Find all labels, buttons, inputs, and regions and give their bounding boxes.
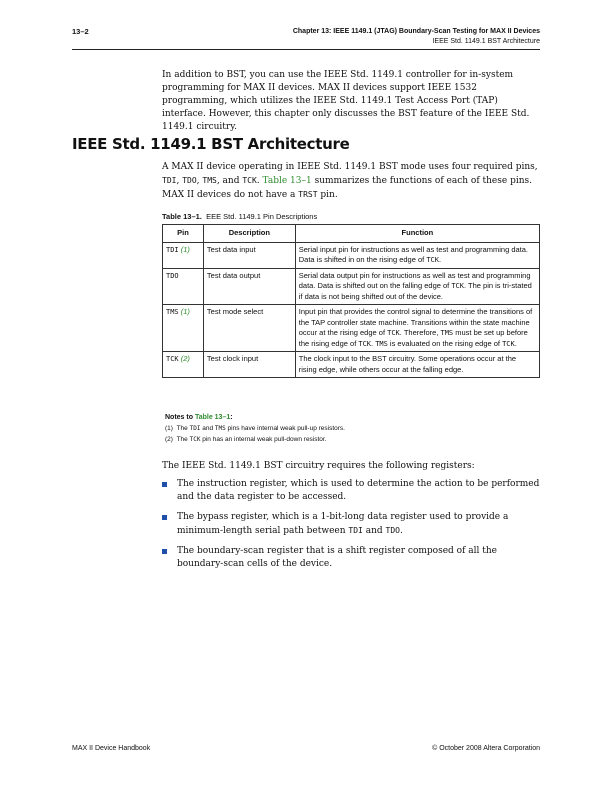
square-bullet-icon [162,482,167,487]
pin-cell [163,352,204,378]
function-text: Serial data output pin for instructions as well as test and programming data. Data is shifted out on the falling edge of [298,270,531,290]
column-header-description: Description [203,225,295,243]
function-text: . Therefore, [399,328,441,337]
table-row [163,242,540,268]
note-reference[interactable]: (1) [180,307,190,316]
function-text: . [514,338,517,348]
list-item-text: and [362,526,386,536]
pin-code: TCK [451,282,464,290]
note-text: The [176,436,190,443]
para-text: , [196,176,203,186]
note-item [165,434,345,445]
table-caption-label: Table 13–1. [162,212,202,221]
function-text: must be set up before the rising edge of [298,328,528,348]
para-text: summarizes the functions of each of these pins. MAX II devices do not have a [162,176,532,200]
list-item [162,545,540,571]
architecture-paragraph [162,161,540,202]
table-row [163,268,540,305]
function-text: . The pin is tri-stated if data is not being shifted out of the device. [298,281,532,301]
footer-copyright: © October 2008 Altera Corporation [432,745,540,752]
note-item [165,423,345,434]
pin-code: TDO [166,271,179,280]
pin-code: TMS [202,176,217,185]
pin-cell [163,305,204,352]
pin-code: TDI [348,526,363,535]
note-reference[interactable]: (2) [180,354,190,363]
para-text: , [176,176,183,186]
note-text: pin has an internal weak pull-down resistor. [200,436,327,443]
description-cell: Test data output [203,268,295,305]
pin-code: TRST [298,190,318,199]
para-text: pin. [317,190,338,200]
chapter-title: Chapter 13: IEEE 1149.1 (JTAG) Boundary-Scan Testing for MAX II Devices [292,28,540,35]
table-caption [162,212,317,221]
function-text: . [438,255,442,264]
note-reference[interactable]: (1) [180,244,190,254]
list-item [162,511,540,538]
note-text: and [200,425,215,432]
registers-list [162,478,540,578]
pin-cell [163,268,204,305]
column-header-pin: Pin [163,225,204,243]
column-header-function: Function [295,225,539,243]
table-row [163,305,540,352]
pin-descriptions-table [162,224,540,378]
notes-heading-text: Notes to [165,414,195,421]
pin-code: TMS [166,308,179,316]
description-cell: Test mode select [203,305,295,352]
pin-code: TMS [440,329,454,337]
description-cell: Test data input [203,242,295,268]
para-text: . [256,176,263,186]
table-caption-text: EEE Std. 1149.1 Pin Descriptions [206,212,318,221]
pin-code: TCK [426,256,439,264]
square-bullet-icon [162,549,167,554]
pin-code: TDI [166,245,179,254]
header-divider [72,49,540,50]
pin-code: TCK [242,176,257,185]
note-text: The [176,425,190,432]
table-header-row [163,225,540,243]
list-item [162,478,540,504]
pin-code: TMS [214,425,226,432]
para-text: , and [216,176,243,186]
function-text: Serial input pin for instructions as well as test and programming data. Data is shifted in on the rising edge of [298,244,529,264]
note-text: pins have internal weak pull-up resistors. [225,425,345,432]
function-text: Input pin that provides the control signal to determine the transitions of the TAP controller state machine. Transitions within the state machine occur at the rising edge of [298,307,533,337]
table-link[interactable]: Table 13–1 [262,176,312,186]
pin-code: TCK [166,355,179,363]
function-cell [295,305,539,352]
intro-paragraph: In addition to BST, you can use the IEEE Std. 1149.1 controller for in-system programming for MAX II devices. MAX II devices support IEEE 1532 programming, which utilizes the IEEE Std. 1149.1 Test Access Port (TAP) interface. However, this chapter only discusses the BST feature of the IEEE Std. 1149.1 circuitry. [162,70,530,132]
note-number: (1) [165,425,173,432]
pin-code: TDI [189,425,201,432]
table-link[interactable]: Table 13–1 [194,414,231,421]
function-cell [295,242,539,268]
pin-code: TDO [182,176,197,185]
table-notes [165,412,345,445]
pin-code: TMS [375,339,388,348]
pin-code: TCK [387,329,400,337]
notes-heading [165,412,345,423]
function-text: is evaluated on the rising edge of [387,338,503,348]
notes-heading-text: : [230,414,233,421]
description-cell: Test clock input [203,352,295,378]
list-item-text: The instruction register, which is used to determine the action to be performed and the data register to be accessed. [177,479,540,502]
registers-intro: The IEEE Std. 1149.1 BST circuitry requires the following registers: [162,461,475,471]
pin-cell [163,242,204,268]
square-bullet-icon [162,515,167,520]
pin-code: TCK [358,339,372,348]
pin-code: TDO [385,526,400,535]
para-text: A MAX II device operating in IEEE Std. 1149.1 BST mode uses four required pins, [162,162,538,172]
function-cell [295,268,539,305]
function-text: . [371,338,376,348]
pin-code: TCK [502,339,515,348]
list-item-text: . [399,526,403,536]
page-number: 13–2 [72,27,89,36]
footer-handbook-title: MAX II Device Handbook [72,745,151,752]
table-row [163,352,540,378]
section-heading: IEEE Std. 1149.1 BST Architecture [72,135,350,153]
list-item-text: The bypass register, which is a 1-bit-long data register used to provide a minimum-length serial path between [177,512,509,536]
list-item-text: The boundary-scan register that is a shift register composed of all the boundary-scan cells of the device. [177,546,497,569]
function-cell: The clock input to the BST circuitry. Some operations occur at the rising edge, while others occur at the falling edge. [295,352,539,378]
section-running-title: IEEE Std. 1149.1 BST Architecture [432,38,540,45]
pin-code: TDI [162,176,177,185]
note-number: (2) [165,436,173,443]
running-header [293,27,540,47]
pin-code: TCK [189,436,201,443]
